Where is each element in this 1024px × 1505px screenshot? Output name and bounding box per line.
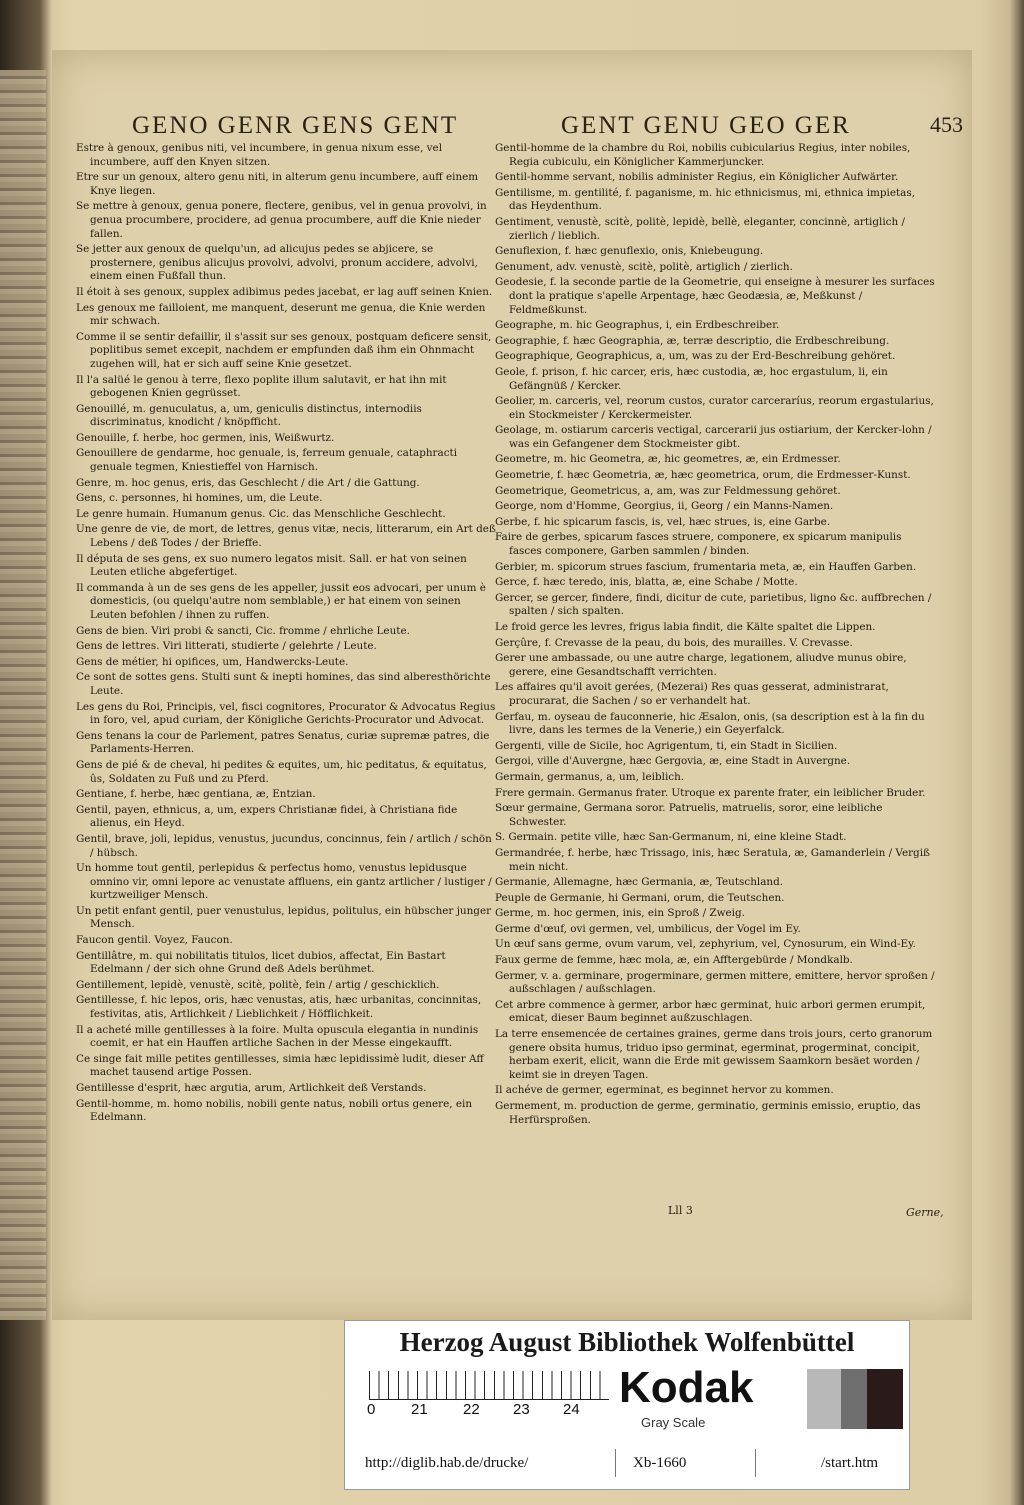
dictionary-entry: Gerçûre, f. Crevasse de la peau, du bois, des murailles. V. Crevasse.: [495, 636, 853, 649]
dictionary-entry: Comme il se sentir defaillir, il s'assit sur ses genoux, postquam deficere sensit, poplitibus semet excepit, nachdem er empfunden daß ihm ein Ohnmacht zugehen will, hat er sich auff seine Knie gesetzet.: [76, 330, 492, 370]
shelfmark: Xb-1660: [633, 1455, 687, 1471]
dictionary-entry: Se jetter aux genoux de quelqu'un, ad alicujus pedes se abjicere, se prosternere, genibus alicujus provolvi, advolvi, pronum accidere, advolvi, einem einen Fußfall thun.: [76, 243, 478, 283]
color-target-card: [344, 1320, 910, 1490]
dictionary-entry: Frere germain. Germanus frater. Utroque ex parente frater, ein leiblicher Bruder.: [495, 786, 926, 799]
dictionary-entry: Germandrée, f. herbe, hæc Trissago, inis, hæc Seratula, æ, Gamanderlein / Vergiß mein nicht.: [495, 846, 930, 873]
page-number: 453: [930, 112, 963, 137]
scale-ruler: [369, 1371, 609, 1400]
dictionary-entry: Un petit enfant gentil, puer venustulus, lepidus, politulus, ein hübscher junger Mensch.: [76, 904, 492, 931]
dictionary-entry: Les gens du Roi, Principis, vel, fisci cognitores, Procurator & Advocatus Regius in foro, vel, apud curiam, der Königliche Gerichts-Procurator und Advocat.: [76, 700, 496, 727]
dictionary-entry: Germe d'œuf, ovi germen, vel, umbilicus, der Vogel im Ey.: [495, 922, 801, 935]
dictionary-entry: Gens, c. personnes, hi homines, um, die Leute.: [76, 492, 323, 505]
dictionary-entry: George, nom d'Homme, Georgius, ii, Georg / ein Manns-Namen.: [495, 500, 834, 513]
kodak-logo: Kodak: [619, 1363, 754, 1412]
dictionary-entry: Germain, germanus, a, um, leiblich.: [495, 770, 685, 783]
dictionary-entry: Gentil, payen, ethnicus, a, um, expers Christianæ fidei, à Christiana fide alienus, ein Heyd.: [76, 803, 458, 830]
signature-mark: Lll 3: [668, 1204, 693, 1217]
dictionary-entry: Germanie, Allemagne, hæc Germania, æ, Teutschland.: [495, 876, 784, 889]
dictionary-entry: Le froid gerce les levres, frigus labia findit, die Kälte spaltet die Lippen.: [495, 621, 876, 633]
dictionary-entry: Genument, adv. venustè, scitè, politè, artiglich / zierlich.: [495, 260, 793, 273]
dictionary-entry: Geometre, m. hic Geometra, æ, hic geometres, æ, ein Erdmesser.: [495, 453, 841, 466]
dictionary-entry: Gens de pié & de cheval, hi pedites & equites, um, hic peditatus, & equitatus, ûs, Soldaten zu Fuß und zu Pferd.: [76, 758, 487, 785]
ruler-number: 21: [411, 1401, 428, 1418]
dictionary-entry: Il a acheté mille gentillesses à la foire. Multa opuscula elegantia in nundinis coemit, er hat ein Hauffen artliche Sachen in der Messe eingekaufft.: [76, 1023, 479, 1050]
dictionary-entry: Les affaires qu'il avoit gerées, (Mezerai) Res quas gesserat, administrarat, procurarat, die Sachen / so er verhandelt hat.: [495, 681, 889, 707]
ruler-number: 23: [513, 1401, 530, 1418]
dictionary-entry: Gentil-homme servant, nobilis administer Regius, ein Königlicher Aufwärter.: [495, 171, 899, 184]
dictionary-entry: Geographie, f. hæc Geographia, æ, terræ descriptio, die Erdbeschreibung.: [495, 334, 890, 347]
dictionary-entry: Gerfau, m. oyseau de fauconnerie, hic Æsalon, onis, (sa description est à la fin du livre, dans les termes de la Venerie,) ein Geyerfalck.: [495, 710, 925, 737]
dictionary-entry: Cet arbre commence à germer, arbor hæc germinat, huic arbori germen erumpit, emicat, dieser Baum beginnet außzuschlagen.: [495, 998, 926, 1025]
gray-swatch-dark: [841, 1369, 867, 1429]
dictionary-entry: Geometrie, f. hæc Geometria, æ, hæc geometrica, orum, die Erdmesser-Kunst.: [495, 469, 911, 482]
dictionary-entry: Il commanda à un de ses gens de les appeller, jussit eos advocari, per unum è domesticis, (ou quelqu'autre nom semblable,) er hat einem von seinen Leuten befohlen / ihnen zu ruffen.: [76, 581, 486, 621]
dictionary-entry: Faux germe de femme, hæc mola, æ, ein Afftergebürde / Mondkalb.: [495, 954, 853, 967]
left-entries: [76, 142, 496, 1125]
dictionary-entry: Ce singe fait mille petites gentillesses, simia hæc lepidissimè ludit, dieser Aff machet tausend artige Possen.: [76, 1052, 484, 1079]
dictionary-entry: Gentillâtre, m. qui nobilitatis titulos, licet dubios, affectat, Ein Bastart Edelmann / der sich ohne Grund deß Adels berühmet.: [76, 949, 446, 976]
dictionary-entry: Un homme tout gentil, perlepidus & perfectus homo, venustus lepidusque omnino vir, omni lepore ac venustate affluens, ein gantz artlicher / lustiger / kurtzweiliger Mensch.: [76, 862, 492, 902]
dictionary-entry: Geometrique, Geometricus, a, am, was zur Feldmessung gehöret.: [495, 484, 841, 497]
dictionary-entry: Gentillement, lepidè, venustè, scitè, politè, fein / artig / geschicklich.: [76, 978, 440, 991]
dictionary-entry: Il étoit à ses genoux, supplex adibimus pedes jacebat, er lag auff seinen Knien.: [76, 285, 493, 298]
dictionary-entry: Geolage, m. ostiarum carceris vectigal, carcerarii jus ostiarium, der Kercker-lohn / was ein Gefangener dem Stockmeister gibt.: [495, 424, 932, 450]
ruler-number: 0: [367, 1401, 376, 1418]
dictionary-entry: Geographique, Geographicus, a, um, was zu der Erd-Beschreibung gehöret.: [495, 350, 896, 363]
dictionary-entry: Sœur germaine, Germana soror. Patruelis, matruelis, soror, eine leibliche Schwester.: [495, 802, 883, 828]
dictionary-entry: Il députa de ses gens, ex suo numero legatos misit. Sall. er hat von seinen Leuten etliche abgefertiget.: [76, 552, 467, 579]
dictionary-entry: Geodesie, f. la seconde partie de la Geometrie, qui enseigne à mesurer les surfaces dont la pratique s'apelle Arpentage, hæc Geodæsia, æ, Meßkunst / Feldmeßkunst.: [495, 276, 935, 316]
dictionary-entry: Germer, v. a. germinare, progerminare, germen mittere, emittere, hervor sproßen / außschlagen / außschlagen.: [495, 969, 935, 996]
digital-library-url[interactable]: http://diglib.hab.de/drucke/: [365, 1455, 529, 1471]
dictionary-entry: Le genre humain. Humanum genus. Cic. das Menschliche Geschlecht.: [76, 507, 446, 520]
divider: [615, 1449, 616, 1477]
dictionary-entry: Gens de métier, hi opifices, um, Handwercks-Leute.: [76, 655, 349, 668]
dictionary-entry: S. Germain. petite ville, hæc San-Germanum, ni, eine kleine Stadt.: [495, 831, 847, 844]
dictionary-entry: Genouillé, m. genuculatus, a, um, geniculis distinctus, internodiis discriminatus, knodicht / knöpfficht.: [76, 402, 422, 429]
dictionary-entry: Genouillere de gendarme, hoc genuale, is, ferreum genuale, cataphracti genuale tegmen, Kniestieffel von Harnisch.: [76, 447, 458, 474]
catchword: Gerne,: [906, 1206, 944, 1219]
dictionary-entry: Un œuf sans germe, ovum varum, vel, zephyrium, vel, Cynosurum, ein Wind-Ey.: [495, 938, 916, 951]
dictionary-entry: Une genre de vie, de mort, de lettres, genus vitæ, necis, litterarum, ein Art deß Lebens / deß Todes / der Brieffe.: [76, 523, 496, 550]
gray-scale-label: Gray Scale: [641, 1415, 706, 1430]
dictionary-entry: Gentil, brave, joli, lepidus, venustus, jucundus, concinnus, fein / artlich / schön / hübsch.: [76, 832, 492, 859]
dictionary-entry: Ce sont de sottes gens. Stulti sunt & inepti homines, das sind alberesthörichte Leute.: [76, 671, 491, 697]
dictionary-entry: Geole, f. prison, f. hic carcer, eris, hæc custodia, æ, hoc ergastulum, li, ein Gefängnüß / Kercker.: [495, 365, 888, 392]
dictionary-entry: Gerce, f. hæc teredo, inis, blatta, æ, eine Schabe / Motte.: [495, 576, 798, 589]
ruler-number: 24: [563, 1401, 580, 1418]
left-running-header: GENO GENR GENS GENT: [132, 112, 459, 139]
dictionary-entry: Gergenti, ville de Sicile, hoc Agrigentum, ti, ein Stadt in Sicilien.: [495, 739, 838, 752]
ruler-number: 22: [463, 1401, 480, 1418]
dictionary-entry: Geolier, m. carceris, vel, reorum custos, curator carceraríus, reorum ergastularius, ein Stockmeister / Kerckermeister.: [495, 395, 934, 421]
dictionary-entry: Gentiment, venustè, scitè, politè, lepidè, bellè, eleganter, concinnè, artiglich / zierlich / lieblich.: [495, 215, 905, 242]
dictionary-entry: Gentil-homme de la chambre du Roi, nobilis cubicularius Regius, inter nobiles, Regia cubiculu, ein Königlicher Kammerjuncker.: [495, 142, 911, 168]
dictionary-entry: Gercer, se gercer, findere, findi, dicitur de cute, parietibus, ligno &c. auffbrechen / spalten / sich spalten.: [495, 591, 932, 618]
dictionary-entry: Se mettre à genoux, genua ponere, flectere, genibus, vel in genua provolvi, in genua procumbere, procidere, ad genua procumbere, auff die Knie nieder fallen.: [76, 200, 487, 240]
dictionary-entry: Germement, m. production de germe, germinatio, germinis emissio, eruptio, das Herfürsproßen.: [495, 1100, 921, 1126]
dictionary-entry: Gergoi, ville d'Auvergne, hæc Gergovia, æ, eine Stadt in Auvergne.: [495, 755, 851, 768]
dictionary-entry: Genuflexion, f. hæc genuflexio, onis, Kniebeugung.: [495, 245, 764, 258]
dictionary-entry: Gerbe, f. hic spicarum fascis, is, vel, hæc strues, is, eine Garbe.: [495, 515, 831, 528]
right-running-header: GENT GENU GEO GER: [561, 112, 851, 139]
dictionary-entry: Gentillesse, f. hic lepos, oris, hæc venustas, atis, hæc urbanitas, concinnitas, festivitas, atis, Artlichkeit / Lieblichkeit / Höfflichkeit.: [76, 994, 482, 1021]
left-column: [76, 112, 496, 1127]
dictionary-entry: Gerbier, m. spicorum strues fascium, frumentaria meta, æ, ein Hauffen Garben.: [495, 560, 917, 573]
dictionary-entry: Gens de bien. Viri probi & sancti, Cic. fromme / ehrliche Leute.: [76, 624, 410, 637]
dictionary-entry: Il achéve de germer, egerminat, es beginnet hervor zu kommen.: [495, 1084, 834, 1097]
dictionary-entry: Gens de lettres. Viri litterati, studierte / gelehrte / Leute.: [76, 640, 377, 653]
dictionary-entry: Germe, m. hoc germen, inis, ein Sproß / Zweig.: [495, 907, 745, 920]
divider: [755, 1449, 756, 1477]
dictionary-entry: Gens tenans la cour de Parlement, patres Senatus, curiæ supremæ patres, die Parlaments-Herren.: [76, 729, 490, 756]
dictionary-entry: Il l'a salüé le genou à terre, flexo poplite illum salutavit, er hat ihn mit gebogenen Knien gegrüsset.: [76, 373, 447, 400]
dictionary-entry: Genre, m. hoc genus, eris, das Geschlecht / die Art / die Gattung.: [76, 476, 420, 489]
dictionary-entry: Gentillesse d'esprit, hæc argutia, arum, Artlichkeit deß Verstands.: [76, 1082, 427, 1094]
dictionary-entry: La terre ensemencée de certaines graines, germe dans trois jours, certo granorum genere obsita humus, triduo ipso germinat, egerminat, progerminat, concipit, herbam exerit, elicit, wann die Erde mit gewissem Saamkorn besäet worden / keimt sie in dreyen Tagen.: [495, 1028, 933, 1081]
dictionary-entry: Faire de gerbes, spicarum fasces struere, componere, ex spicarum manipulis fasces componere, Garben sammlen / binden.: [495, 531, 902, 558]
dictionary-entry: Estre à genoux, genibus niti, vel incumbere, in genua nixum esse, vel incumbere, auff den Knyen sitzen.: [76, 142, 443, 168]
dictionary-entry: Peuple de Germanie, hi Germani, orum, die Teutschen.: [495, 891, 785, 904]
right-entries: [495, 142, 935, 1127]
right-column: [495, 112, 935, 1129]
dictionary-entry: Etre sur un genoux, altero genu niti, in alterum genu incumbere, auff einem Knye liegen.: [76, 171, 479, 197]
dictionary-entry: Gerer une ambassade, ou une autre charge, legationem, aliudve munus obire, gerere, eine Gesandtschafft verrichten.: [495, 652, 907, 678]
library-title: Herzog August Bibliothek Wolfenbüttel: [399, 1327, 855, 1357]
gray-swatch-black: [867, 1369, 903, 1429]
gray-swatch-light: [807, 1369, 841, 1429]
dictionary-entry: Gentilisme, m. gentilité, f. paganisme, m. hic ethnicismus, mi, ethnica impietas, das Heydenthum.: [495, 186, 916, 213]
dictionary-entry: Faucon gentil. Voyez, Faucon.: [76, 934, 233, 947]
dictionary-entry: Gentiane, f. herbe, hæc gentiana, æ, Entzian.: [76, 788, 316, 801]
dictionary-entry: Genouille, f. herbe, hoc germen, inis, Weißwurtz.: [76, 431, 335, 444]
dictionary-entry: Les genoux me failloient, me manquent, deserunt me genua, die Knie werden mir schwach.: [76, 301, 486, 328]
dictionary-entry: Geographe, m. hic Geographus, i, ein Erdbeschreiber.: [495, 319, 780, 332]
start-link[interactable]: /start.htm: [821, 1455, 879, 1471]
binding-edge: [0, 70, 46, 1320]
dictionary-entry: Gentil-homme, m. homo nobilis, nobili gente natus, nobili ortus genere, ein Edelmann.: [76, 1097, 473, 1124]
